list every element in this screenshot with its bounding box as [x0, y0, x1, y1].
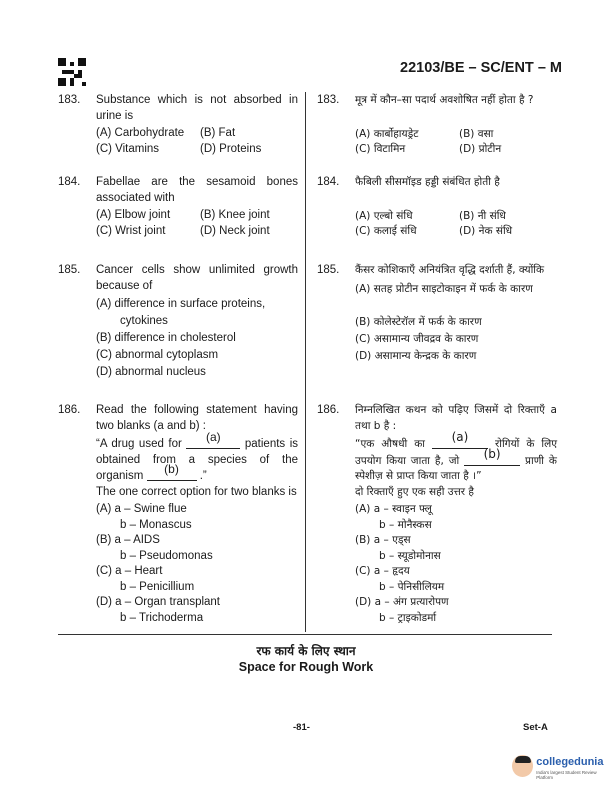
- question-186-hi: 186. निम्नलिखित कथन को पढ़िए जिसमें दो रिक्ताएँ a तथा b है : “एक औषधी का (a) रोगियों के लिए उपयोग किया जाता है, जो (b) प्राणी के स्पेशीज़ से प्राप्त किया जाता है ।” दो रिक्ताएँ हुए एक सही उत्तर है (A) a – स्वाइन फ्लू b – मोनैस्कस (B) a – एड्स b – स्यूडोमोनास (C) a – हृदय b – पेनिसीलियम (D) a – अंग प्रत्यारोपण b – ट्राइकोडर्मा: [317, 403, 557, 626]
- qr-code: [58, 58, 86, 86]
- question-intro: Read the following statement having two blanks (a and b) :: [96, 404, 298, 432]
- question-183-hi: 183. मूत्र में कौन–सा पदार्थ अवशोषित नहीं होता है ? (A) कार्बोहायड्रेट (B) वसा (C) विटामिन (D) प्रोटीन: [317, 93, 557, 158]
- option-a: (A) एल्बो संधि: [355, 209, 413, 222]
- blank-a: (a): [186, 436, 240, 449]
- question-intro: निम्नलिखित कथन को पढ़िए जिसमें दो रिक्ताएँ a तथा b है :: [355, 404, 557, 432]
- option-b: (B) a – एड्स b – स्यूडोमोनास: [355, 534, 441, 562]
- option-a: (A) सतह प्रोटीन साइटोकाइन में फर्क के कारण: [355, 282, 533, 295]
- collegedunia-logo: collegedunia India's largest Student Review Platform: [512, 752, 612, 780]
- option-d: (D) Neck joint: [200, 224, 270, 237]
- option-c: (C) विटामिन: [355, 143, 406, 155]
- option-d: (D) a – अंग प्रत्यारोपण b – ट्राइकोडर्मा: [355, 596, 449, 624]
- blank-b: (b): [464, 453, 520, 466]
- option-b: (B) difference in cholesterol: [96, 332, 236, 344]
- question-185-hi: 185. कैंसर कोशिकाएँ अनियंत्रित वृद्धि दर्शाती हैं, क्योंकि (A) सतह प्रोटीन साइटोकाइन में फर्क के कारण (B) कोलेस्टेरॉल में फर्क के कारण (C) असामान्य जीवद्रव के कारण (D) असामान्य केन्द्रक के कारण: [317, 263, 557, 365]
- option-d: (D) असामान्य केन्द्रक के कारण: [355, 349, 477, 362]
- rough-work-label-en: Space for Rough Work: [238, 660, 374, 674]
- option-a: (A) a – Swine flue b – Monascus: [96, 503, 192, 531]
- option-b: (B) a – AIDS b – Pseudomonas: [96, 534, 213, 562]
- question-stem: Cancer cells show unlimited growth because of: [96, 264, 298, 292]
- option-d: (D) नेक संधि: [459, 225, 513, 237]
- question-stem: Fabellae are the sesamoid bones associated with: [96, 176, 298, 204]
- option-a: (A) Elbow joint: [96, 209, 171, 221]
- option-a: (A) difference in surface proteins, cytokines: [96, 298, 266, 327]
- option-c: (C) abnormal cytoplasm: [96, 349, 219, 361]
- mascot-icon: [512, 755, 533, 777]
- option-b: (B) वसा: [459, 127, 494, 140]
- option-c: (C) कलाई संधि: [355, 225, 417, 237]
- blank-a: (a): [432, 436, 488, 449]
- option-c: (C) असामान्य जीवद्रव के कारण: [355, 332, 479, 345]
- option-b: (B) Fat: [200, 127, 236, 139]
- option-d: (D) Proteins: [200, 142, 262, 155]
- question-stem: कैंसर कोशिकाएँ अनियंत्रित वृद्धि दर्शाती हैं, क्योंकि: [355, 264, 545, 276]
- rough-work-label-hi: रफ कार्य के लिए स्थान: [256, 644, 356, 658]
- option-c: (C) a – Heart b – Penicillium: [96, 565, 195, 593]
- question-185-en: 185. Cancer cells show unlimited growth because of (A) difference in surface proteins, cytokines (B) difference in cholesterol (C) abnormal cytoplasm (D) abnormal nucleus: [58, 263, 298, 381]
- option-a: (A) कार्बोहायड्रेट: [355, 127, 419, 140]
- option-c: (C) Wrist joint: [96, 224, 166, 237]
- question-statement: “एक औषधी का (a) रोगियों के लिए उपयोग किया जाता है, जो (b) प्राणी के स्पेशीज़ से प्राप्त किया जाता है ।”: [355, 430, 558, 482]
- question-186-en: 186. Read the following statement having two blanks (a and b) : “A drug used for (a) patients is obtained from a species of the organism (b) .” The one correct option for two blanks is (A) a – Swine flue b – Monascus (B) a – AIDS b – Pseudomonas (C) a – Heart b – Penicillium (D) a – Organ transplant b – Trichoderma: [58, 403, 298, 626]
- question-stem: मूत्र में कौन–सा पदार्थ अवशोषित नहीं होता है ?: [355, 94, 534, 106]
- column-divider: [305, 92, 306, 632]
- content-bottom-rule: [58, 634, 552, 635]
- question-statement: “A drug used for (a) patients is obtained from a species of the organism (b) .”: [96, 430, 298, 482]
- option-b: (B) Knee joint: [200, 209, 270, 221]
- page-number: -81-: [293, 722, 310, 733]
- question-stem: फैबिली सीसमॉइड हड्डी संबंधित होती है: [355, 176, 500, 188]
- set-label: Set-A: [523, 722, 548, 733]
- option-c: (C) a – हृदय b – पेनिसीलियम: [355, 565, 445, 593]
- paper-code: 22103/BE – SC/ENT – M: [400, 60, 562, 76]
- option-b: (B) कोलेस्टेरॉल में फर्क के कारण: [355, 315, 482, 328]
- option-d: (D) a – Organ transplant b – Trichoderma: [96, 596, 221, 624]
- blank-b: (b): [147, 468, 197, 481]
- question-instruction: दो रिक्ताएँ हुए एक सही उत्तर है: [355, 485, 474, 498]
- question-184-en: 184. Fabellae are the sesamoid bones associated with (A) Elbow joint (B) Knee joint (C) Wrist joint (D) Neck joint: [58, 175, 298, 239]
- question-instruction: The one correct option for two blanks is: [96, 485, 297, 498]
- option-b: (B) नी संधि: [459, 209, 506, 222]
- option-a: (A) a – स्वाइन फ्लू b – मोनैस्कस: [355, 503, 432, 531]
- question-stem: Substance which is not absorbed in urine is: [96, 94, 298, 122]
- option-c: (C) Vitamins: [96, 142, 160, 155]
- question-183-en: 183. Substance which is not absorbed in urine is (A) Carbohydrate (B) Fat (C) Vitamins (D) Proteins: [58, 93, 298, 157]
- question-184-hi: 184. फैबिली सीसमॉइड हड्डी संबंधित होती है (A) एल्बो संधि (B) नी संधि (C) कलाई संधि (D) नेक संधि: [317, 175, 557, 240]
- option-d: (D) abnormal nucleus: [96, 366, 206, 378]
- option-a: (A) Carbohydrate: [96, 127, 185, 139]
- option-d: (D) प्रोटीन: [459, 143, 502, 155]
